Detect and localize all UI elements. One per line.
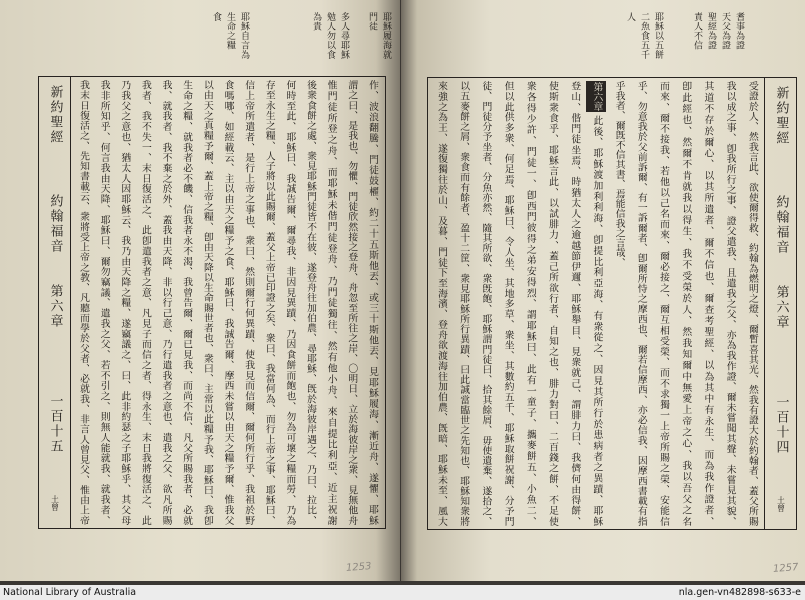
text-column: 其道不存於爾心、以其所遣者、爾不信也、爾查考聖經、以為其中有永生、而為我作證者、 xyxy=(702,81,714,526)
text-column: 謂之曰、是我也、勿懼、門徒欣然接之登舟、舟忽至所往之岸、〇明日、立於海彼岸之衆、見無他舟 xyxy=(346,80,358,525)
text-column: 但以此供多衆、何足焉、耶穌曰、令人坐、其地多草、衆坐、其數約五千、耶穌取餅祝謝、分予門 xyxy=(502,81,514,526)
text-column: 生命之糧、就我者必不饑、信我者永不渴、我曾告爾、爾已見我、而尚不信、凡父所賜我者、必就 xyxy=(181,80,193,525)
margin-note: 門徒 xyxy=(367,12,377,31)
margin-note: 耶穌以五餅 xyxy=(653,12,663,60)
text-column: 來強之為王、遂復獨往於山、及暮、門徒下至海濱、登舟欲渡海往加伯農、旣暗、耶穌未至、風大 xyxy=(436,81,447,526)
margin-note: 二魚食五千 xyxy=(639,12,649,60)
text-column: 登山、偕門徒坐焉、時猶太人之逾越節伊邇、耶穌舉目、見衆就己、謂腓力曰、我儕何由得餅、 xyxy=(569,81,581,526)
text-column: 乃我父之意也、猶太人因耶穌云、我乃由天降之糧、遂竊議之、曰、此非約瑟之子耶穌乎、其父母 xyxy=(119,80,131,525)
margin-note: 耶穌自言為 xyxy=(239,12,249,60)
gospel-title: 約翰福音 xyxy=(773,195,789,255)
printer-mark: 土曾 xyxy=(776,496,786,512)
book-title: 新約聖經 xyxy=(773,86,789,146)
text-column: 食嗎哪、如經載云、主以由天之糧予之食、耶穌曰、我誠告爾、摩西未嘗以由天之糧予爾、惟我父 xyxy=(222,80,234,525)
text-column: 作、波浪翻騰、門徒鼓櫂、約二十五斯他丟、或三十斯他丟、見耶穌履海、漸近舟、遂懼、耶穌 xyxy=(366,80,378,525)
text-column: 而來、爾不接我、若他以己名而來、爾必接之、爾互相受榮、而不求獨一上帝所賜之榮、安能信 xyxy=(658,81,670,526)
text-column: 我末日復活之、先知書載云、衆將受上帝之教、凡聽而學於父者、必就我、非言人曾見父、惟由上帝 xyxy=(78,80,89,525)
text-column: 以五麥餅之屑、衆食而有餘者、盈十二筐、衆見耶穌所行異蹟、曰此誠當臨世之先知也、耶穌知衆將 xyxy=(458,81,470,526)
margin-note: 耶穌履海就 xyxy=(381,12,391,60)
margin-note: 耆事為證 xyxy=(734,12,744,50)
text-column: 乎、勿意我於父前訴爾、有一訴爾者、卽爾所恃之摩西也、爾若信摩西、亦必信我、因摩西書載有指 xyxy=(635,81,647,526)
text-column: 何時至此、耶穌曰、我誠告爾、爾尋我、非因見異蹟、乃因食餅而飽也、勿為可壞之糧而勞、乃為 xyxy=(284,80,296,525)
page-number: 一百十四 xyxy=(773,395,789,455)
text-column: 惟門徒所登之舟、而耶穌未偕門徒登舟、乃門徒獨往、然有他小舟、來自提比利亞、近主祝謝 xyxy=(325,80,337,525)
text-column: 後衆食餅之處、衆見耶穌門徒皆不在彼、遂登舟往加伯農、尋耶穌、旣於海彼岸遇之、乃曰、拉比、 xyxy=(305,80,317,525)
text-column: 卽此經也、然爾不肯就我以得生、我不受榮於人、然我知爾中無愛上帝之心、我以吾父之名 xyxy=(680,81,692,526)
running-header-column xyxy=(764,78,796,529)
pencil-annotation: 1253 xyxy=(345,561,372,574)
left-page xyxy=(0,0,400,581)
text-column: 使斯衆食乎、耶穌言此、以試腓力、蓋己所欲行者、自知之也、腓力對曰、二百錢之餅、不足使 xyxy=(547,81,559,526)
chapter-title: 第六章 xyxy=(773,285,789,330)
text-column: 我非所知乎、何言我由天降、耶穌曰、爾勿竊議、遣我之父、若不引之、則無人能就我、就我者、 xyxy=(98,80,110,525)
margin-note: 聖經為證 xyxy=(706,12,716,50)
text-column: 受證於人、然我言此、欲使爾得救、約翰為燃明之燈、爾暫喜其光、然我有證大於約翰者、蓋父所賜 xyxy=(746,81,758,526)
text-frame xyxy=(427,77,797,530)
margin-note: 勉人勿以食 xyxy=(325,12,335,60)
text-column: 存至永生之糧、人子將以此賜爾、蓋父上帝已印證之矣、衆曰、我當何為、而行上帝之事、耶穌曰、 xyxy=(263,80,275,525)
printer-mark: 土曾 xyxy=(50,495,60,511)
chapter-marker: 第六章 xyxy=(586,81,606,112)
text-column: 我、就我者、我不棄之於外、蓋我由天降、非以行己意、乃行遣我者之意也、遣我之父、欲凡所賜 xyxy=(160,80,172,525)
book-title: 新約聖經 xyxy=(47,85,63,145)
margin-note: 多人尋耶穌 xyxy=(339,12,349,60)
margin-note: 人 xyxy=(625,12,635,22)
item-identifier: nla.gen-vn482898-s633-e xyxy=(678,587,801,598)
margin-note: 食 xyxy=(211,12,221,22)
text-column: 我者、我不失一、末日復活之、此卽遣我者之意、凡見子而信之者、得永生、末日我將復活之、此 xyxy=(139,80,151,525)
text-frame xyxy=(38,76,386,529)
library-credit: National Library of Australia xyxy=(3,587,137,598)
footer-band xyxy=(0,585,805,600)
text-column: 我以成之事、卽我所行之事、證父遣我、且遣我之父、亦為我作證、爾未嘗聞其聲、未嘗見其貌、 xyxy=(724,81,736,526)
chapter-title: 第六章 xyxy=(47,284,63,329)
text-column: 以由天之真糧予爾、蓋上帝之糧、卽由天降以生命賜世者也、衆曰、主常以此糧予我、耶穌曰、我卽 xyxy=(201,80,213,525)
pencil-annotation: 1257 xyxy=(772,562,799,575)
margin-note: 天父為證 xyxy=(720,12,730,50)
text-column: 信上帝所遣者、是行上帝之事也、衆曰、然則爾行何異蹟、使我見而信爾、爾何所行乎、我祖於野 xyxy=(243,80,255,525)
text-columns xyxy=(73,80,382,525)
margin-note: 責人不信 xyxy=(692,12,702,50)
page-number: 一百十五 xyxy=(47,394,63,454)
running-header-column xyxy=(39,77,71,528)
right-page xyxy=(401,0,805,581)
text-column: 衆各得少許、門徒一、卽西門彼得之弟安得烈、謂耶穌曰、此有一童子、攜麥餅五、小魚二、 xyxy=(524,81,536,526)
text-column: 徒、門徒分予坐者、分魚亦然、隨其所欲、衆旣飽、耶穌謂門徒曰、拾其餘屑、毋使遺棄、遂拾之、 xyxy=(480,81,492,526)
margin-note: 生命之糧 xyxy=(225,12,235,50)
text-column-chapter-start xyxy=(586,81,606,526)
chapter-opening-text: 此後、耶穌渡加利利海、卽提比利亞海、有衆從之、因見其所行於患病者之異蹟、耶穌 xyxy=(591,114,603,526)
text-columns xyxy=(431,81,762,526)
text-column: 乎我者、爾旣不信其書、焉能信我之言哉、 xyxy=(613,81,625,268)
margin-note: 為貴 xyxy=(311,12,321,31)
gospel-title: 約翰福音 xyxy=(47,194,63,254)
